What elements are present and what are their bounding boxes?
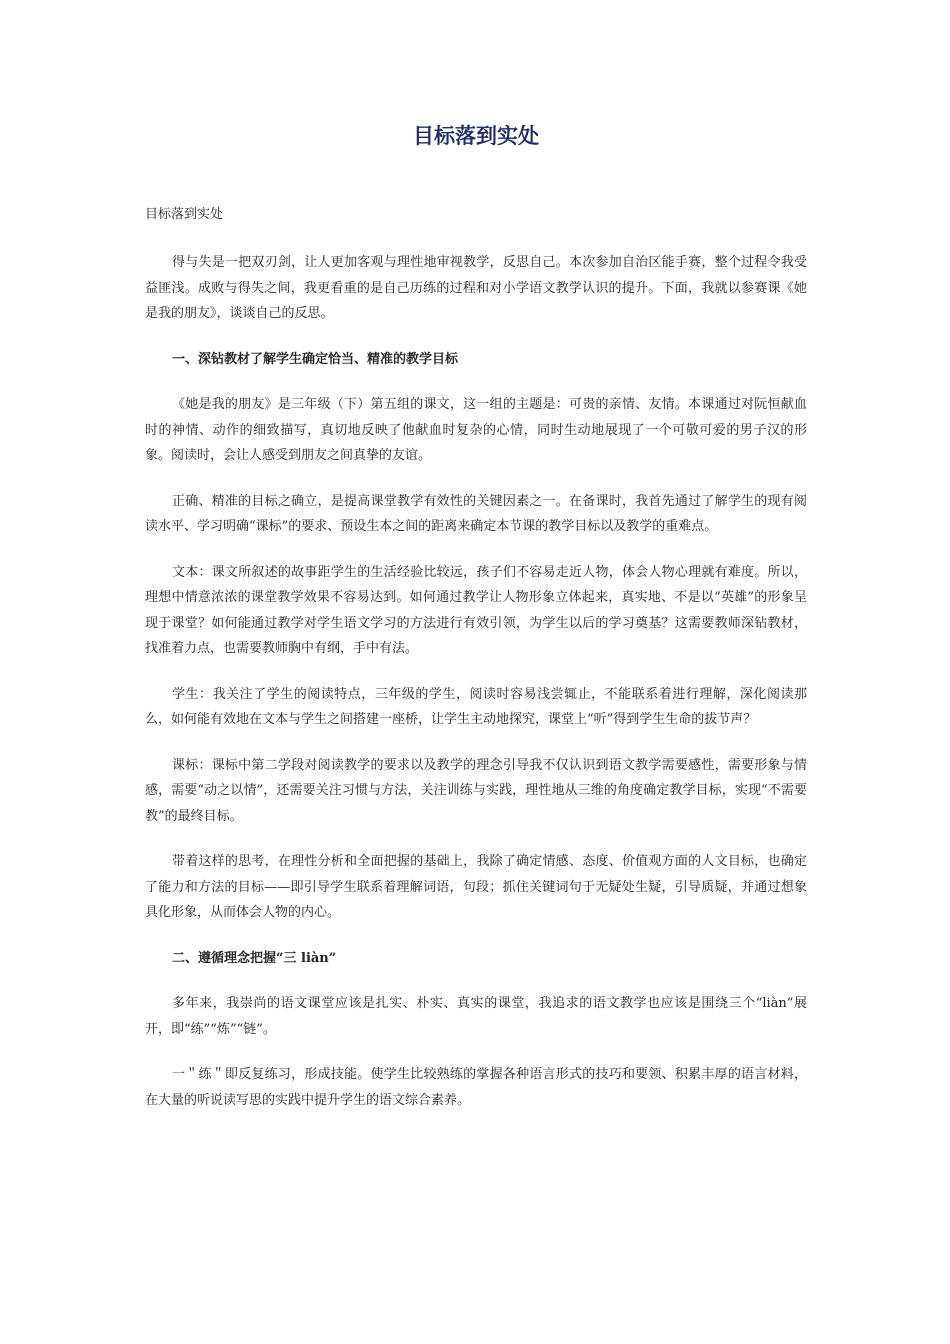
section-heading-1: 一、深钻教材了解学生确定恰当、精准的教学目标 xyxy=(172,351,459,367)
paragraph: 一＂练＂即反复练习，形成技能。使学生比较熟练的掌握各种语言形式的技巧和要领、积累丰厚的语言材料，在大量的听说读写思的实践中提升学生的语文综合素养。 xyxy=(145,1067,807,1108)
paragraph: 多年来，我崇尚的语文课堂应该是扎实、朴实、真实的课堂，我追求的语文教学也应该是围绕三个“liàn”展开，即“练”“炼”“链”。 xyxy=(145,996,807,1037)
paragraph: 带着这样的思考，在理性分析和全面把握的基础上，我除了确定情感、态度、价值观方面的人文目标，也确定了能力和方法的目标——即引导学生联系着理解词语，句段；抓住关键词句于无疑处生疑，引导质疑，并通过想象具化形象，从而体会人物的内心。 xyxy=(145,854,807,920)
document-title: 目标落到实处 xyxy=(413,124,539,148)
paragraph-intro: 得与失是一把双刃剑，让人更加客观与理性地审视教学，反思自己。本次参加自治区能手赛，整个过程令我受益匪浅。成败与得失之间，我更看重的是自己历练的过程和对小学语文教学认识的提升。下面，我就以参赛课《她是我的朋友》，谈谈自己的反思。 xyxy=(145,255,807,321)
document-subtitle: 目标落到实处 xyxy=(145,207,224,222)
paragraph: 《她是我的朋友》是三年级（下）第五组的课文，这一组的主题是：可贵的亲情、友情。本课通过对阮恒献血时的神情、动作的细致描写，真切地反映了他献血时复杂的心情，同时生动地展现了一个可敬可爱的男子汉的形象。阅读时，会让人感受到朋友之间真挚的友谊。 xyxy=(145,397,807,463)
paragraph: 学生：我关注了学生的阅读特点，三年级的学生，阅读时容易浅尝辄止，不能联系着进行理解，深化阅读那么，如何能有效地在文本与学生之间搭建一座桥，让学生主动地探究，课堂上“听”得到学生生命的拔节声？ xyxy=(145,686,807,727)
paragraph: 课标：课标中第二学段对阅读教学的要求以及教学的理念引导我不仅认识到语文教学需要感性，需要形象与情感，需要“动之以情”，还需要关注习惯与方法，关注训练与实践，理性地从三维的角度确定教学目标，实现“不需要教”的最终目标。 xyxy=(145,757,807,824)
paragraph: 正确、精准的目标之确立，是提高课堂教学有效性的关键因素之一。在备课时，我首先通过了解学生的现有阅读水平、学习明确“课标”的要求、预设生本之间的距离来确定本节课的教学目标以及教学的重难点。 xyxy=(145,493,807,534)
section-heading-2: 二、遵循理念把握“三 liàn” xyxy=(172,950,337,966)
paragraph: 文本：课文所叙述的故事距学生的生活经验比较远，孩子们不容易走近人物，体会人物心理就有难度。所以，理想中情意浓浓的课堂教学效果不容易达到。如何通过教学让人物形象立体起来，真实地、不是以“英雄”的形象呈现于课堂？如何能通过教学对学生语文学习的方法进行有效引领，为学生以后的学习奠基？这需要教师深钻教材，找准着力点，也需要教师胸中有纲，手中有法。 xyxy=(145,564,807,656)
